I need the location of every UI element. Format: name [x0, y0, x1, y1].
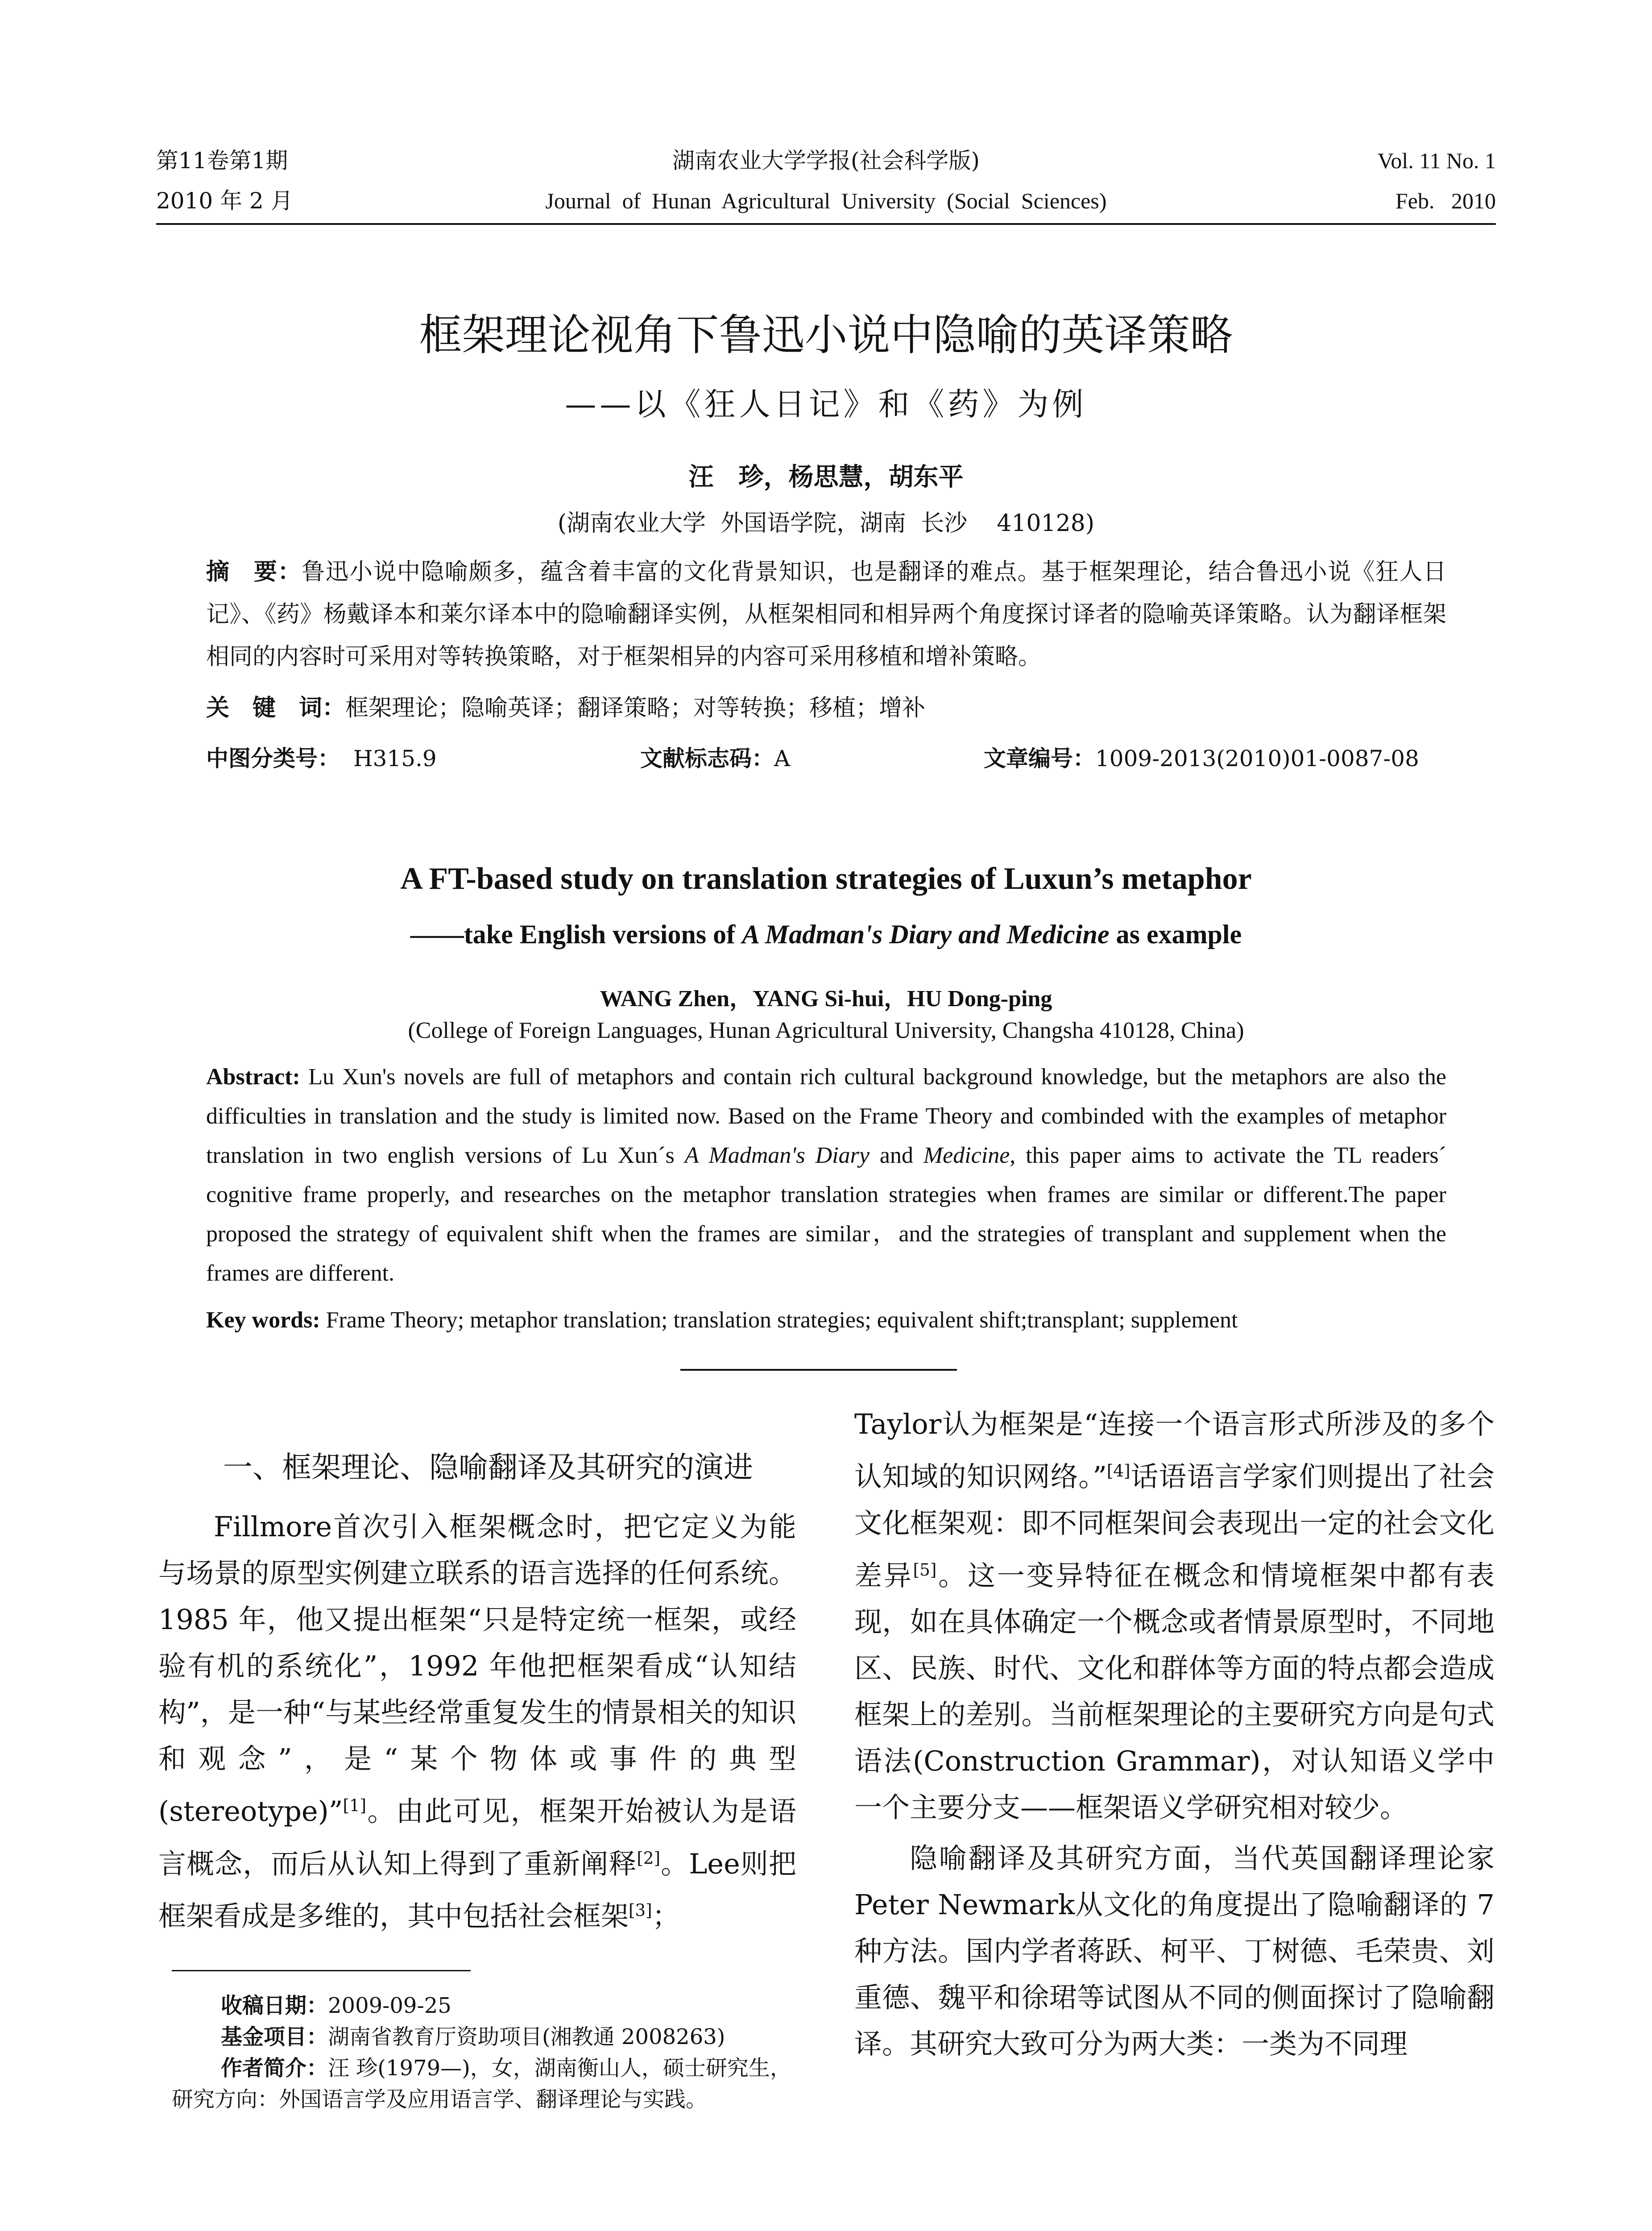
title-zh: 框架理论视角下鲁迅小说中隐喻的英译策略	[419, 310, 1233, 360]
footnote-received	[172, 1990, 805, 2021]
keywords-zh	[206, 687, 1446, 730]
keywords-en-label: Key words:	[206, 1307, 320, 1333]
left-p1-b: 。由此可见，框架开始被认为是语言概念，而后从认知上得到了重新阐释	[158, 1795, 796, 1880]
footnote-block	[172, 1990, 805, 2115]
abstract-zh	[206, 551, 1446, 678]
journal-volume: 第11卷第1期	[156, 148, 288, 174]
right-p1-b: 话语语言学家们则提出了社会文化框架观：即不同框架间会表现出一定的社会文化差异	[854, 1460, 1495, 1592]
received-value: 2009-09-25	[328, 1993, 451, 2018]
clc-label: 中图分类号：	[206, 746, 340, 771]
citation-1: [1]	[343, 1796, 367, 1815]
subtitle-en-suffix: as example	[1109, 920, 1242, 949]
citation-2: [2]	[637, 1848, 661, 1868]
article-label: 文章编号：	[984, 746, 1095, 771]
keywords-zh-label: 关 键 词：	[206, 695, 346, 722]
document-code	[640, 741, 790, 773]
article-value: 1009-2013(2010)01-0087-08	[1095, 746, 1419, 771]
subtitle-en	[0, 919, 1652, 950]
abstract-zh-label: 摘 要：	[206, 559, 302, 585]
authors-zh: 汪 珍，杨思慧，胡东平	[688, 463, 964, 492]
journal-issue-date: Feb. 2010	[1395, 188, 1496, 213]
footnote-rule	[172, 1970, 471, 1971]
journal-name-zh: 湖南农业大学学报(社会科学版)	[672, 148, 980, 174]
subtitle-en-prefix: ——take English versions of	[410, 920, 742, 949]
fund-value: 湖南省教育厅资助项目(湘教通 2008263)	[328, 2024, 725, 2049]
abstract-en-work-2: Medicine	[923, 1143, 1010, 1168]
article-number	[984, 741, 1419, 773]
footnote-fund	[172, 2021, 805, 2053]
authors-en: WANG Zhen，YANG Si-hui，HU Dong-ping	[600, 986, 1052, 1012]
author-value: 汪 珍(1979—)，女，湖南衡山人，硕士研究生，研究方向：外国语言学及应用语言学、翻译理论与实践。	[172, 2056, 791, 2112]
right-p1-c: 。这一变异特征在概念和情境框架中都有表现，如在具体确定一个概念或者情景原型时，不同地区、民族、时代、文化和群体等方面的特点都会造成框架上的差别。当前框架理论的主要研究方向是句式语法(Construction Grammar)，对认知语义学中一个主要分支——框架语义学研究相对较少。	[854, 1559, 1495, 1824]
left-column-body	[158, 1504, 796, 1940]
left-p1-a: Fillmore首次引入框架概念时，把它定义为能与场景的原型实例建立联系的语言选择的任何系统。1985 年，他又提出框架“只是特定统一框架，或经验有机的系统化”，1992 年他把框架看成“认知结构”，是一种“与某些经常重复发生的情景相关的知识和观念”，是“某个物体或事件的典型(stereotype)”	[158, 1510, 796, 1828]
subtitle-zh: ——以《狂人日记》和《药》为例	[565, 386, 1087, 423]
doc-label: 文献标志码：	[640, 746, 774, 771]
section-heading-1: 一、框架理论、隐喻翻译及其研究的演进	[223, 1450, 753, 1485]
left-paragraph-1	[158, 1504, 796, 1940]
left-p1-c: 。Lee则把框架看成是多维的，其中包括社会框架	[158, 1847, 796, 1932]
doc-value: A	[774, 746, 791, 771]
abstract-en-text-2: , this paper aims to activate the TL readers´ cognitive frame properly, and researches on the metaphor translation strategies when frames are similar or different.The paper proposed the strategy of equivalent shift when the frames are similar，and the strategies of transplant and supplement when the frames are different.	[206, 1143, 1446, 1286]
footnote-author	[172, 2053, 805, 2115]
journal-issue: Vol. 11 No. 1	[1377, 148, 1496, 173]
journal-name-en: Journal of Hunan Agricultural University (Social Sciences)	[545, 188, 1107, 213]
abstract-zh-text: 鲁迅小说中隐喻颇多，蕴含着丰富的文化背景知识，也是翻译的难点。基于框架理论，结合鲁迅小说《狂人日记》、《药》杨戴译本和莱尔译本中的隐喻翻译实例，从框架相同和相异两个角度探讨译者的隐喻英译策略。认为翻译框架相同的内容时可采用对等转换策略，对于框架相异的内容可采用移植和增补策略。	[206, 559, 1446, 670]
abstract-en-text-1: Lu Xun's novels are full of metaphors and contain rich cultural background knowledge, but the metaphors are also the difficulties in translation and the study is limited now. Based on the Frame Theory and combinded with the examples of metaphor translation in two english versions of Lu Xun´s	[206, 1064, 1446, 1168]
abstract-en	[206, 1057, 1446, 1293]
right-paragraph-1	[854, 1401, 1495, 1831]
journal-date: 2010 年 2 月	[156, 188, 293, 214]
keywords-en-text: Frame Theory; metaphor translation; translation strategies; equivalent shift;transplant; supplement	[320, 1307, 1238, 1333]
right-column-body	[854, 1401, 1495, 2067]
subtitle-en-works: A Madman's Diary and Medicine	[742, 920, 1110, 949]
clc-number	[206, 741, 437, 773]
citation-5: [5]	[913, 1559, 937, 1580]
header-rule	[156, 223, 1496, 225]
citation-4: [4]	[1106, 1461, 1130, 1480]
right-paragraph-2: 隐喻翻译及其研究方面，当代英国翻译理论家Peter Newmark从文化的角度提出了隐喻翻译的 7 种方法。国内学者蒋跃、柯平、丁树德、毛荣贵、刘重德、魏平和徐珺等试图从不同的侧面探讨了隐喻翻译。其研究大致可分为两大类：一类为不同理	[854, 1842, 1495, 2061]
affiliation-en: (College of Foreign Languages, Hunan Agricultural University, Changsha 410128, China)	[408, 1018, 1244, 1043]
citation-3: [3]	[629, 1900, 652, 1920]
affiliation-zh: (湖南农业大学 外国语学院，湖南 长沙 410128)	[557, 510, 1095, 537]
abstract-en-and: and	[869, 1143, 923, 1168]
keywords-en	[206, 1301, 1446, 1340]
fund-label: 基金项目：	[221, 2024, 328, 2049]
clc-value: H315.9	[353, 746, 437, 771]
abstract-en-work-1: A Madman's Diary	[684, 1143, 869, 1168]
section-divider	[680, 1369, 957, 1371]
right-p1-a: Taylor认为框架是“连接一个语言形式所涉及的多个认知域的知识网络。”	[854, 1408, 1495, 1493]
keywords-zh-text: 框架理论；隐喻英译；翻译策略；对等转换；移植；增补	[345, 695, 926, 722]
left-p1-d: ；	[652, 1899, 680, 1932]
title-en: A FT-based study on translation strategies of Luxun’s metaphor	[400, 862, 1252, 896]
received-label: 收稿日期：	[221, 1993, 328, 2018]
abstract-en-label: Abstract:	[206, 1064, 300, 1090]
author-label: 作者简介：	[221, 2056, 328, 2081]
